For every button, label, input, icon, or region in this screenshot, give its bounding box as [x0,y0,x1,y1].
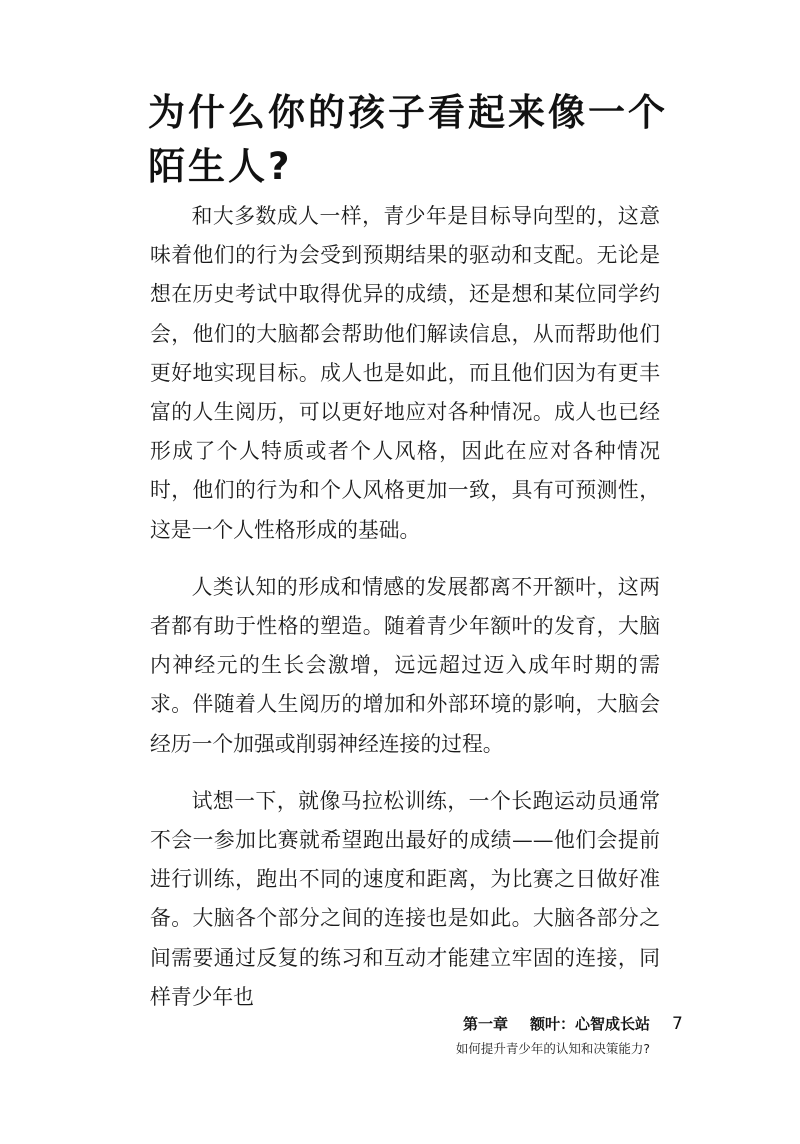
paragraph-1: 和大多数成人一样，青少年是目标导向型的，这意味着他们的行为会受到预期结果的驱动和支配。无论是想在历史考试中取得优异的成绩，还是想和某位同学约会，他们的大脑都会帮助他们解读信息，从而帮助他们更好地实现目标。成人也是如此，而且他们因为有更丰富的人生阅历，可以更好地应对各种情况。成人也已经形成了个人特质或者个人风格，因此在应对各种情况时，他们的行为和个人风格更加一致，具有可预测性，这是一个人性格形成的基础。 [150,204,660,542]
running-footer-chapter [463,1014,650,1034]
running-footer-subtitle: 如何提升青少年的认知和决策能力? [455,1041,650,1056]
body-text [150,197,660,1035]
chapter-number: 第一章 [462,1015,508,1033]
section-title: 为什么你的孩子看起来像一个陌生人? [148,91,668,188]
paragraph-2: 人类认知的形成和情感的发展都离不开额叶，这两者都有助于性格的塑造。随着青少年额叶的发育，大脑内神经元的生长会激增，远远超过迈入成年时期的需求。伴随着人生阅历的增加和外部环境的影响，大脑会经历一个加强或削弱神经连接的过程。 [150,574,660,756]
chapter-title: 额叶：心智成长站 [529,1015,650,1033]
paragraph-3: 试想一下，就像马拉松训练，一个长跑运动员通常不会一参加比赛就希望跑出最好的成绩——他们会提前进行训练，跑出不同的速度和距离，为比赛之日做好准备。大脑各个部分之间的连接也是如此。大脑各部分之间需要通过反复的练习和互动才能建立牢固的连接，同样青少年也 [150,788,660,1009]
page-number: 7 [672,1014,683,1034]
